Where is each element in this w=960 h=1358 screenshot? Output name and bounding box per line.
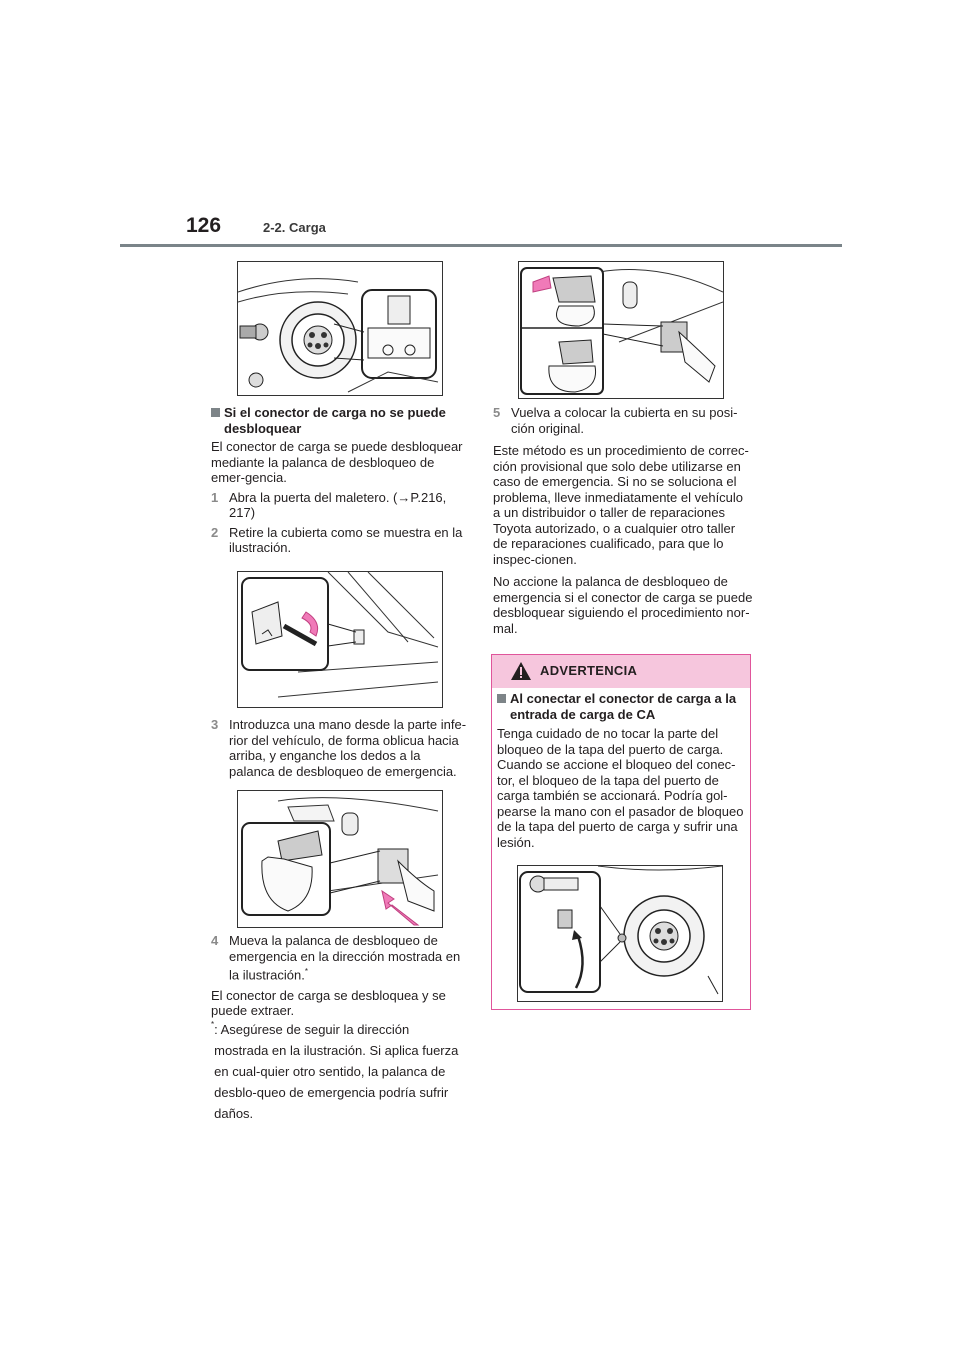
step-number: 3 [211,717,219,732]
warning-heading: Al conectar el conector de carga a la entrada de carga de CA [497,691,750,722]
section-heading: Si el conector de carga no se puede desbloquear [211,405,467,436]
illustration-port-lock [517,865,723,1002]
step-5 [493,405,753,436]
warning-triangle-icon [510,661,532,681]
step-2 [211,525,467,556]
step-4 [211,933,467,983]
illustration-remove-cover [237,571,443,708]
step-text: Mueva la palanca de desbloqueo de emergencia en la dirección mostrada en la ilustración. [229,933,461,983]
step-text: Abra la puerta del maletero. (→P.216, 217) [229,489,447,520]
step-text: Vuelva a colocar la cubierta en su posi-ción original. [511,405,738,436]
step-number: 5 [493,405,501,420]
step-number: 4 [211,933,219,948]
footnote-asterisk: * [211,1019,215,1029]
header-rule [120,244,842,247]
caution-paragraph: No accione la palanca de desbloqueo de emergencia si el conector de carga se puede desbloquear siguiendo el procedimiento nor-mal. [493,574,753,636]
footnote-text: : Asegúrese de seguir la dirección mostrada en la ilustración. Si aplica fuerza en cual-quier otro sentido, la palanca de desblo-queo de emergencia podría sufrir daños. [214,1021,459,1121]
step-1 [211,490,467,521]
warning-text: Tenga cuidado de no tocar la parte del bloqueo de la tapa del puerto de carga. Cuando se accione el bloqueo del conec-tor, el bloqueo de la tapa del puerto de carga también se accionará. Podría gol-pearse la mano con el pasador de bloqueo de la tapa del puerto de carga y sufrir una lesión. [497,726,744,850]
step-number: 1 [211,489,219,505]
illustration-hand-lever [237,790,443,928]
after-step-paragraph: El conector de carga se desbloquea y se puede extraer. [211,987,446,1019]
illustration-charging-inlet [237,261,443,396]
intro-paragraph: El conector de carga se puede desbloquear mediante la palanca de desbloqueo de emer-gencia. [211,439,463,485]
step-text: Introduzca una mano desde la parte infe-rior del vehículo, de forma oblicua hacia arriba, y enganche los dedos a la palanca de desbloqueo de emergencia. [229,717,467,779]
page-number: 126 [186,214,222,237]
section-title: 2-2. Carga [263,220,326,235]
bullet-square-icon [497,694,506,703]
step-text: Retire la cubierta como se muestra en la ilustración. [229,524,463,555]
illustration-lever-direction [518,261,724,399]
emergency-paragraph: Este método es un procedimiento de correc-ción provisional que solo debe utilizarse en caso de emergencia. Si no se soluciona el problema, lleve inmediatamente el vehículo a un distribuidor o taller de reparaciones Toyota autorizado, o a cualquier otro taller de reparaciones cualificado, para que lo inspec-cionen. [493,443,749,567]
step-number: 2 [211,524,219,540]
footnote-marker: * [304,967,308,976]
footnote [211,1019,467,1124]
step-3 [211,717,467,779]
warning-title: ADVERTENCIA [540,663,638,678]
warning-header [492,655,750,688]
warning-box [491,654,751,1010]
bullet-square-icon [211,408,220,417]
